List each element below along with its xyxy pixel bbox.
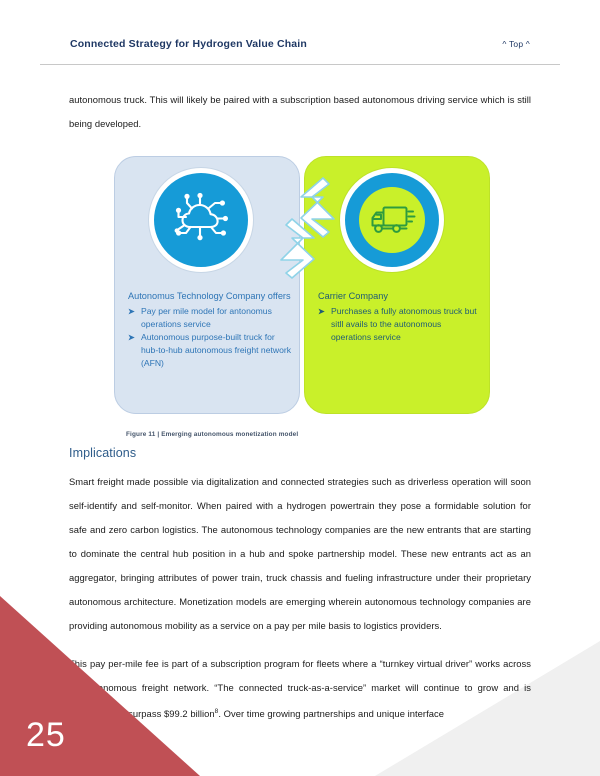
page-header: [70, 38, 530, 50]
figure-stage: [108, 150, 496, 422]
paragraph-subscription-part-a: This pay per-mile fee is part of a subscription program for fleets where a “turnkey virtual driver” works across an autonomous freight network. “The connected truck-as-a-service” market will continue to grow and is anticipated to surpass $99.2 billion: [69, 658, 531, 720]
header-divider: [40, 64, 560, 65]
bullet-arrow-icon: ➤: [128, 332, 135, 342]
right-panel-heading: Carrier Company: [318, 291, 388, 301]
right-panel-list: [318, 305, 482, 344]
footnote-marker: 8: [214, 708, 219, 715]
bullet-arrow-icon: ➤: [318, 306, 325, 316]
list-item: [318, 305, 482, 344]
list-item: [128, 331, 292, 370]
left-panel-text: [128, 290, 292, 370]
cloud-network-icon-container: [149, 168, 253, 272]
section-heading-implications: Implications: [69, 446, 137, 460]
right-panel-text: [318, 290, 482, 344]
back-to-top-link[interactable]: ^ Top ^: [502, 39, 530, 49]
cloud-network-icon: [165, 184, 237, 256]
figure-11: [69, 150, 531, 446]
header-title: Connected Strategy for Hydrogen Value Chain: [70, 38, 307, 50]
bullet-arrow-icon: ➤: [128, 306, 135, 316]
icon-inner-disc: [359, 187, 425, 253]
paragraph-implications: Smart freight made possible via digitalization and connected strategies such as driverless operation will soon self-identify and self-monitor. When paired with a hydrogen powertrain they pose a formidable solution for safe and zero carbon logistics. The autonomous technology companies are the new entrants that are starting to dominate the central hub position in a hub and spoke partnership model. These new entrants act as an aggregator, bringing attributes of power train, truck chassis and fueling infrastructure under their proprietary autonomous architecture. Monetization models are emerging wherein autonomous technology companies are providing autonomous mobility as a service on a pay per mile basis to logistics providers.: [69, 476, 531, 631]
left-panel-list: [128, 305, 292, 370]
list-item-label: Pay per mile model for antonomus operations service: [141, 305, 272, 329]
figure-caption: Figure 11 | Emerging autonomous monetization model: [126, 431, 299, 438]
delivery-truck-icon-container: [340, 168, 444, 272]
left-panel-heading: Autonomus Technology Company offers: [128, 291, 291, 301]
list-item-label: Purchases a fully atonomous truck but sitll avails to the autonomous operations service: [331, 305, 477, 342]
paragraph-subscription-part-b: . Over time growing partnerships and unique interface: [218, 708, 445, 720]
paragraph-intro: autonomous truck. This will likely be paired with a subscription based autonomous driving service which is still being developed.: [69, 94, 531, 129]
page-number: 25: [26, 716, 66, 754]
list-item-label: Autonomous purpose-built truck for hub-to-hub autonomous freight network (AFN): [141, 331, 292, 368]
list-item: [128, 305, 292, 331]
delivery-truck-icon: [366, 199, 418, 241]
